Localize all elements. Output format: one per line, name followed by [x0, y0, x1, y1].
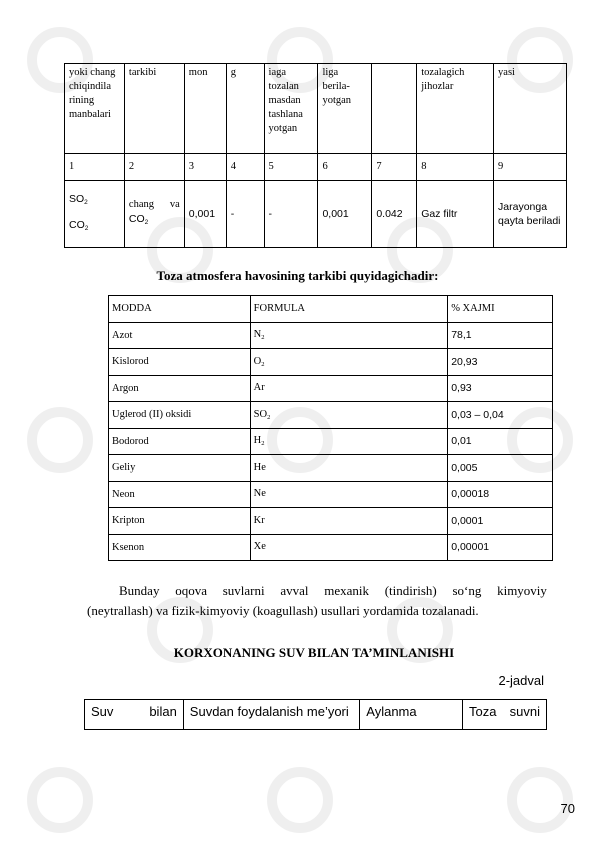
- formula-cell: Ar: [250, 375, 448, 402]
- table-row: [109, 455, 553, 482]
- volume-cell: 0,03 – 0,04: [448, 402, 553, 429]
- header-cell: Suvdan foydalanish me’yori: [183, 700, 359, 730]
- header-cell: iaga tozalan masdan tashlana yotgan: [264, 64, 318, 154]
- volume-cell: 0,005: [448, 455, 553, 482]
- header-cell: tozalagich jihozlar: [417, 64, 494, 154]
- substance-cell: Bodorod: [109, 428, 251, 455]
- volume-cell: 0,93: [448, 375, 553, 402]
- column-number: 8: [417, 154, 494, 181]
- volume-cell: 20,93: [448, 349, 553, 376]
- emissions-table: [64, 63, 567, 248]
- table-row: [109, 508, 553, 535]
- column-number: 2: [124, 154, 184, 181]
- value-cell: 0,001: [318, 181, 372, 248]
- volume-cell: 0,00018: [448, 481, 553, 508]
- column-number: 9: [494, 154, 567, 181]
- formula-cell: Xe: [250, 534, 448, 561]
- formula-cell: Kr: [250, 508, 448, 535]
- atmosphere-header-row: [109, 296, 553, 323]
- disposal-cell: Jarayonga qayta beriladi: [494, 181, 567, 248]
- header-cell: g: [226, 64, 264, 154]
- page-number: 70: [560, 801, 575, 816]
- header-cell: yoki chang chiqindila rining manbalari: [65, 64, 125, 154]
- value-cell: 0.042: [372, 181, 417, 248]
- table-label: 2-jadval: [498, 673, 544, 688]
- value-cell: -: [264, 181, 318, 248]
- column-number-row: [65, 154, 567, 181]
- substance-cell: Uglerod (II) oksidi: [109, 402, 251, 429]
- table-row: [109, 375, 553, 402]
- table-row: [109, 428, 553, 455]
- source-cell: $SO_2$ $CO_2$: [65, 181, 125, 248]
- substance-cell: Kislorod: [109, 349, 251, 376]
- header-substance: MODDA: [109, 296, 251, 323]
- header-cell: Toza suvni: [463, 700, 547, 730]
- formula-cell: $O_2$: [250, 349, 448, 376]
- volume-cell: 0,01: [448, 428, 553, 455]
- atmosphere-title: Toza atmosfera havosining tarkibi quyidagichadir:: [156, 268, 439, 283]
- volume-cell: 0,0001: [448, 508, 553, 535]
- table-row: [109, 322, 553, 349]
- column-number: 3: [184, 154, 226, 181]
- formula-cell: $N_2$: [250, 322, 448, 349]
- volume-cell: 78,1: [448, 322, 553, 349]
- body-paragraph: Bunday oqova suvlarni avval mexanik (tindirish) so‘ng kimyoviy (neytrallash) va fizik-kimyoviy (koagullash) usullari yordamida tozalanadi.: [87, 581, 547, 621]
- substance-cell: Ksenon: [109, 534, 251, 561]
- header-cell: [372, 64, 417, 154]
- header-volume: % XAJMI: [448, 296, 553, 323]
- header-cell: liga berila- yotgan: [318, 64, 372, 154]
- emissions-data-row: [65, 181, 567, 248]
- column-number: 1: [65, 154, 125, 181]
- value-cell: -: [226, 181, 264, 248]
- header-cell: mon: [184, 64, 226, 154]
- header-cell: Aylanma: [360, 700, 463, 730]
- substance-cell: Neon: [109, 481, 251, 508]
- table-row: [109, 481, 553, 508]
- volume-cell: 0,00001: [448, 534, 553, 561]
- table-row: [109, 349, 553, 376]
- formula-cell: Ne: [250, 481, 448, 508]
- column-number: 4: [226, 154, 264, 181]
- substance-cell: Kripton: [109, 508, 251, 535]
- header-cell: tarkibi: [124, 64, 184, 154]
- column-number: 5: [264, 154, 318, 181]
- atmosphere-table: [108, 295, 553, 561]
- formula-cell: He: [250, 455, 448, 482]
- emissions-header-row: [65, 64, 567, 154]
- water-header-row: [85, 700, 547, 730]
- header-cell: yasi: [494, 64, 567, 154]
- water-supply-table: [84, 699, 547, 730]
- substance-cell: Argon: [109, 375, 251, 402]
- paragraph-line-2: (neytrallash) va fizik-kimyoviy (koagullash) usullari yordamida tozalanadi.: [87, 603, 479, 618]
- column-number: 7: [372, 154, 417, 181]
- table-row: [109, 534, 553, 561]
- substance-cell: Geliy: [109, 455, 251, 482]
- substance-cell: Azot: [109, 322, 251, 349]
- formula-cell: $SO_2$: [250, 402, 448, 429]
- value-cell: 0,001: [184, 181, 226, 248]
- section-title: KORXONANING SUV BILAN TA’MINLANISHI: [173, 645, 455, 660]
- table-row: [109, 402, 553, 429]
- header-formula: FORMULA: [250, 296, 448, 323]
- column-number: 6: [318, 154, 372, 181]
- header-cell: Suv bilan: [85, 700, 184, 730]
- filter-cell: Gaz filtr: [417, 181, 494, 248]
- formula-cell: $H_2$: [250, 428, 448, 455]
- composition-cell: chang va $CO_2$: [124, 181, 184, 248]
